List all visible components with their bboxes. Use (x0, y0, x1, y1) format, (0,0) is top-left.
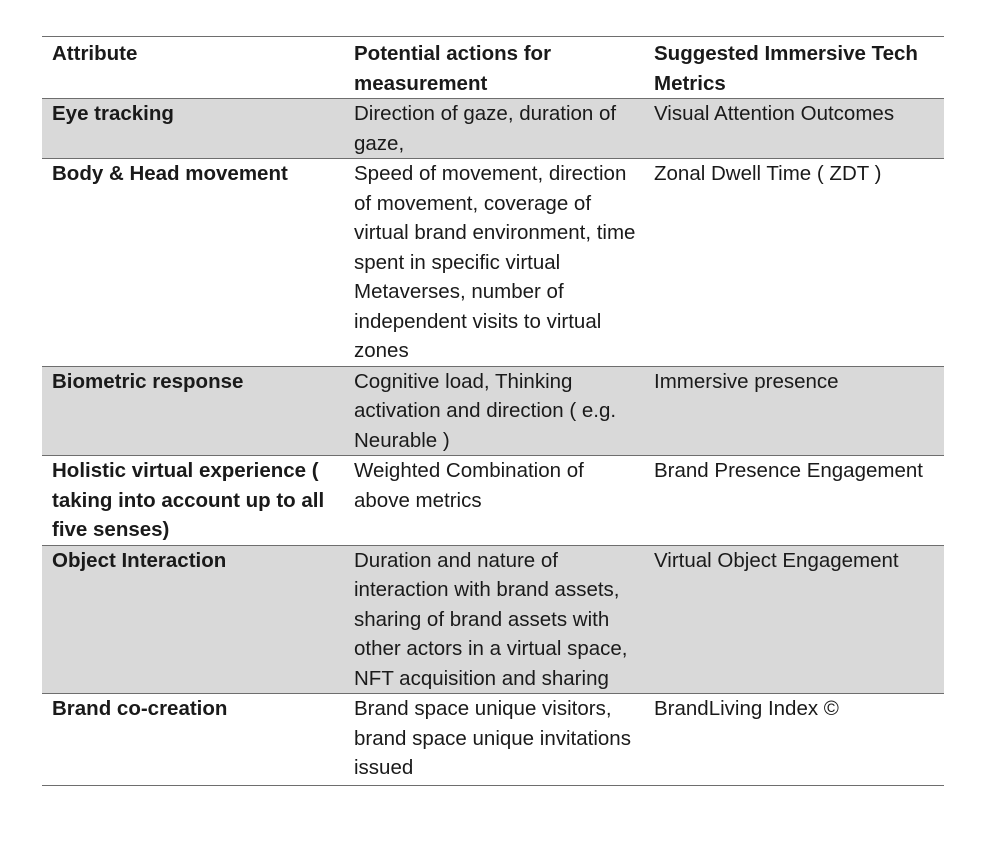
metrics-cell: Virtual Object Engagement (644, 545, 944, 694)
metrics-cell: Brand Presence Engagement (644, 456, 944, 546)
header-suggested-metrics: Suggested Immersive Tech Metrics (644, 37, 944, 99)
actions-cell: Brand space unique visitors, brand space unique invitations issued (344, 694, 644, 786)
table-row (42, 99, 944, 159)
metrics-table (42, 36, 944, 786)
table-row (42, 159, 944, 367)
actions-cell: Cognitive load, Thinking activation and direction ( e.g. Neurable ) (344, 366, 644, 456)
attribute-cell: Biometric response (42, 366, 344, 456)
table-header-row (42, 37, 944, 99)
attribute-cell: Holistic virtual experience ( taking into account up to all five senses) (42, 456, 344, 546)
table-row (42, 545, 944, 694)
metrics-cell: Immersive presence (644, 366, 944, 456)
metrics-cell: Zonal Dwell Time ( ZDT ) (644, 159, 944, 367)
metrics-table-container (42, 36, 944, 786)
actions-cell: Direction of gaze, duration of gaze, (344, 99, 644, 159)
header-potential-actions: Potential actions for measurement (344, 37, 644, 99)
table-row (42, 366, 944, 456)
table-row (42, 694, 944, 786)
metrics-cell: BrandLiving Index © (644, 694, 944, 786)
attribute-cell: Brand co-creation (42, 694, 344, 786)
table-row (42, 456, 944, 546)
attribute-cell: Object Interaction (42, 545, 344, 694)
actions-cell: Weighted Combination of above metrics (344, 456, 644, 546)
metrics-cell: Visual Attention Outcomes (644, 99, 944, 159)
actions-cell: Duration and nature of interaction with brand assets, sharing of brand assets with other actors in a virtual space, NFT acquisition and sharing (344, 545, 644, 694)
attribute-cell: Eye tracking (42, 99, 344, 159)
header-attribute: Attribute (42, 37, 344, 99)
actions-cell: Speed of movement, direction of movement, coverage of virtual brand environment, time spent in specific virtual Metaverses, number of independent visits to virtual zones (344, 159, 644, 367)
attribute-cell: Body & Head movement (42, 159, 344, 367)
